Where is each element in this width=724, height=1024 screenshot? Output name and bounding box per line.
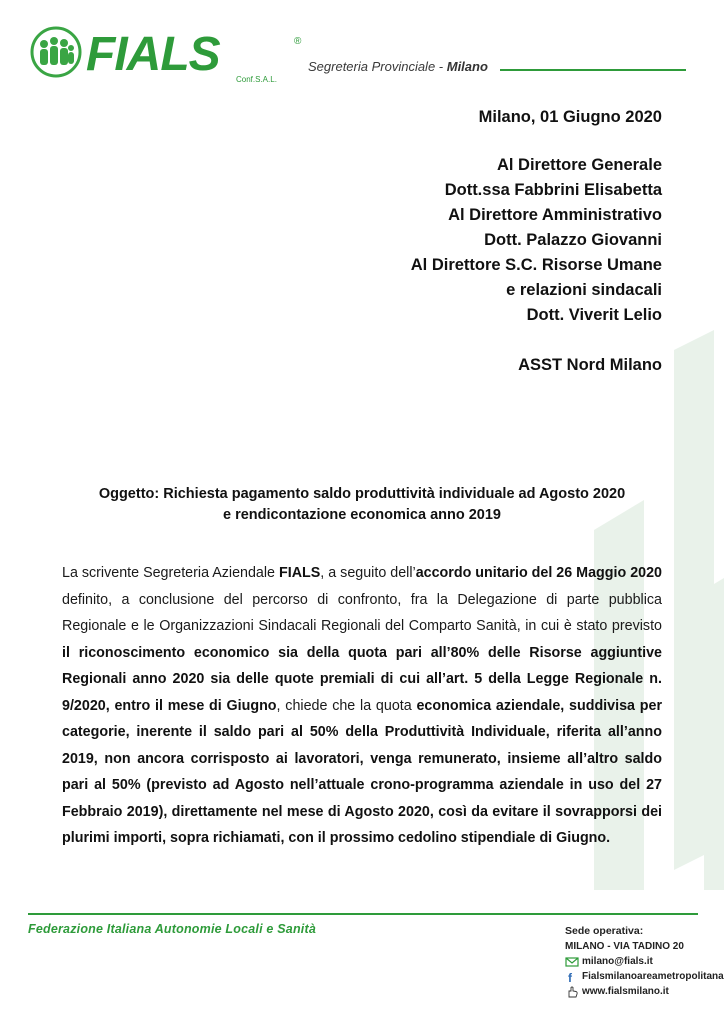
addressee-line: Al Direttore Amministrativo: [448, 206, 662, 224]
footer-divider: [28, 913, 698, 915]
letter-body: [62, 560, 662, 852]
letterhead: [0, 0, 724, 90]
facebook-link[interactable]: Fialsmilanoareametropolitana: [582, 971, 724, 982]
body-bold: il riconoscimento economico sia della quota pari all’80% delle Risorse aggiuntive Regionali anno 2020 sia delle quote premiali di cui all’art. 5 della Legge Regionale n. 9/2020, entro il mese di Giugno: [62, 644, 662, 714]
svg-text:Conf.S.A.L.: Conf.S.A.L.: [236, 75, 277, 84]
body-bold: FIALS: [278, 565, 321, 581]
sede-title: Sede operativa:: [565, 925, 644, 937]
addressee-line: Al Direttore Generale: [496, 156, 662, 174]
email-link[interactable]: milano@fials.it: [582, 956, 653, 967]
contact-block: [565, 924, 724, 999]
website-row: [565, 984, 724, 999]
email-row: [565, 954, 724, 969]
svg-text:FIALS: FIALS: [86, 28, 220, 81]
header-divider: [500, 69, 686, 71]
mail-icon: [565, 956, 579, 968]
organization-name: ASST Nord Milano: [518, 356, 662, 374]
addressee-line: Dott.ssa Fabbrini Elisabetta: [444, 181, 662, 199]
pointer-hand-icon: [565, 986, 579, 998]
subject-line: e rendicontazione economica anno 2019: [223, 507, 501, 523]
subject-line: Oggetto: Richiesta pagamento saldo produttività individuale ad Agosto 2020: [98, 486, 626, 502]
body-text: La scrivente Segreteria Aziendale: [62, 565, 279, 581]
federation-name: Federazione Italiana Autonomie Locali e Sanità: [28, 922, 316, 936]
addressee-block: [411, 153, 662, 328]
facebook-row: [565, 969, 724, 984]
facebook-icon: [565, 971, 579, 983]
svg-text:f: f: [568, 970, 572, 983]
addressee-line: Al Direttore S.C. Risorse Umane: [410, 256, 662, 274]
letter-subject: [62, 484, 662, 526]
body-text: , a seguito dell’: [320, 565, 416, 581]
body-bold: economica aziendale, suddivisa per categorie, inerente il saldo pari al 50% della Produttività Individuale, riferita all’anno 2019, non ancora corrisposto ai lavoratori, venga remunerato, insieme all’altro saldo pari al 50% (previsto ad Agosto nell’attuale crono-programma aziendale in uso del 27 Febbraio 2019), direttamente nel mese di Agosto 2020, così da evitare il sovrapporsi dei plurimi importi, sopra richiamati, con il prossimo cedolino stipendiale di Giugno.: [62, 697, 663, 846]
body-text: definito, a conclusione del percorso di confronto, fra la Delegazione di parte pubblica Regionale e le Organizzazioni Sindacali Regionali del Comparto Sanità, in cui è stato previsto: [62, 591, 662, 634]
sede-address: MILANO - VIA TADINO 20: [565, 941, 684, 952]
addressee-line: e relazioni sindacali: [506, 281, 662, 299]
website-link[interactable]: www.fialsmilano.it: [582, 986, 669, 997]
body-text: , chiede che la quota: [276, 697, 417, 714]
body-bold: accordo unitario del 26 Maggio 2020: [415, 565, 663, 581]
letter-date: Milano, 01 Giugno 2020: [478, 108, 662, 126]
fials-logo-people-icon: [30, 26, 310, 84]
svg-text:®: ®: [294, 36, 302, 47]
office-label: Segreteria Provinciale - Milano: [308, 59, 488, 74]
addressee-line: Dott. Viverit Lelio: [526, 306, 662, 324]
fials-logo: [30, 26, 310, 84]
addressee-line: Dott. Palazzo Giovanni: [484, 231, 662, 249]
